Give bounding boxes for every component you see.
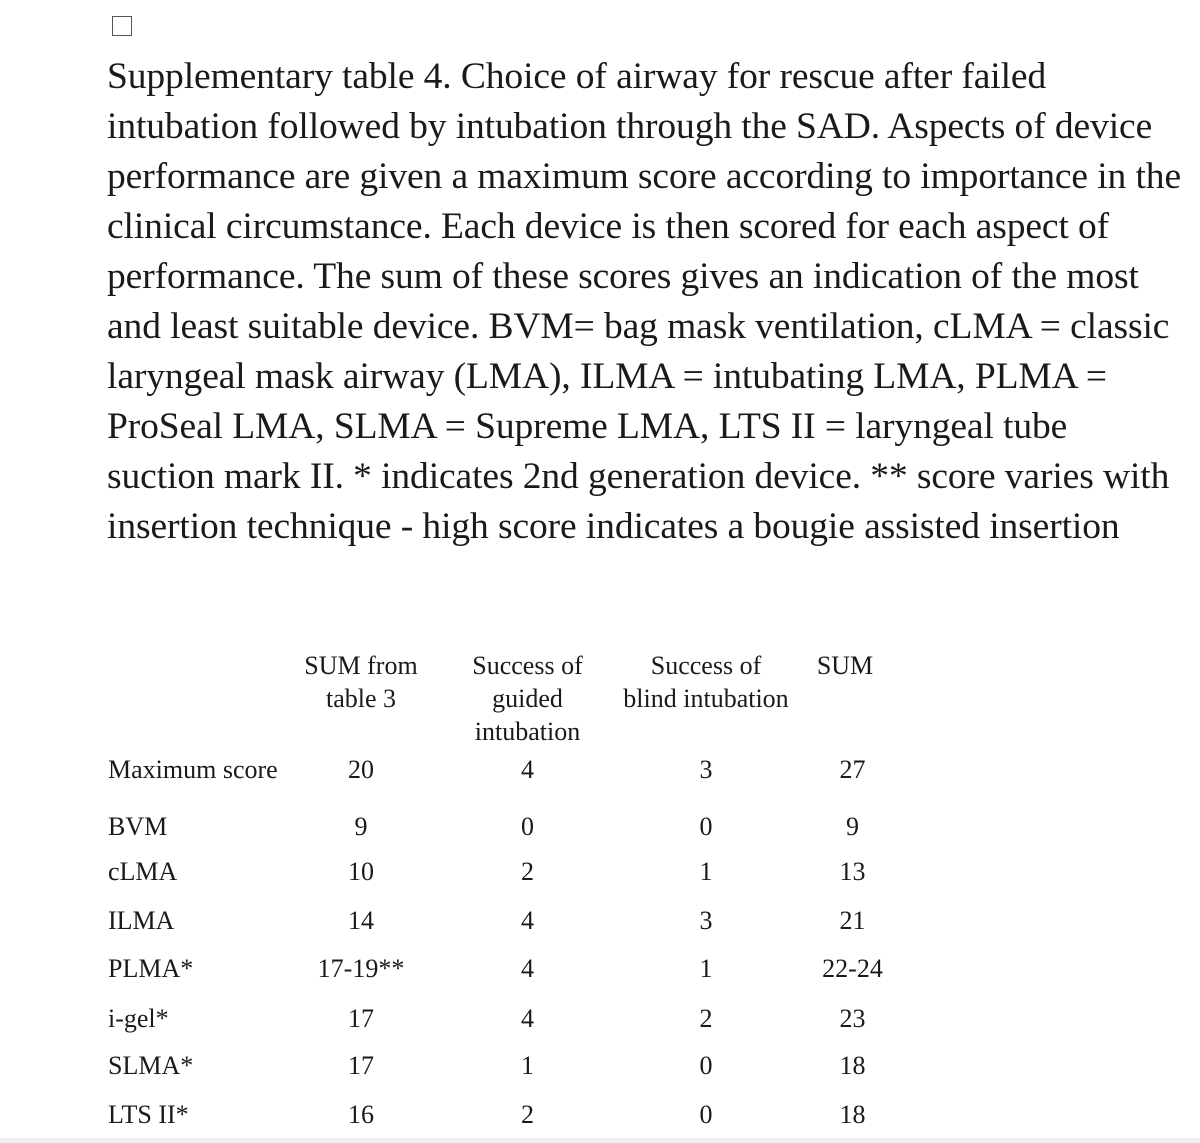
header-sum-from-table3: SUM from table 3 (304, 651, 418, 713)
cell-sum: 13 (839, 857, 866, 886)
cell-blind: 0 (699, 812, 713, 841)
checkbox-icon[interactable] (112, 16, 132, 36)
cell-blind: 1 (699, 954, 713, 983)
row-label: ILMA (108, 906, 175, 935)
cell-sum: 21 (839, 906, 866, 935)
cell-blind: 1 (699, 857, 713, 886)
cell-sum-table3: 9 (354, 812, 368, 841)
cell-blind: 3 (699, 755, 713, 784)
cell-sum-table3: 17-19** (317, 954, 405, 983)
header-guided-intubation: Success of guided intubation (472, 651, 583, 746)
table-row-bvm (0, 810, 1200, 844)
row-label: SLMA* (108, 1051, 194, 1080)
cell-sum-table3: 10 (348, 857, 374, 886)
row-label: BVM (108, 812, 168, 841)
page-bottom-edge (0, 1138, 1200, 1143)
cell-sum: 18 (839, 1051, 866, 1080)
cell-guided: 2 (521, 1100, 534, 1129)
table-row-igel (0, 1002, 1200, 1036)
row-label: cLMA (108, 857, 178, 886)
cell-sum-table3: 17 (348, 1004, 374, 1033)
cell-blind: 0 (699, 1100, 713, 1129)
row-label: Maximum score (108, 755, 278, 784)
cell-sum-table3: 20 (348, 755, 374, 784)
table-row-slma (0, 1049, 1200, 1083)
cell-guided: 4 (521, 1004, 534, 1033)
cell-sum: 9 (846, 812, 859, 841)
table-row-lts-ii (0, 1098, 1200, 1132)
row-label: PLMA* (108, 954, 194, 983)
table-row-maximum-score (0, 753, 1200, 787)
cell-guided: 4 (521, 954, 534, 983)
cell-sum-table3: 17 (348, 1051, 374, 1080)
cell-sum: 18 (839, 1100, 866, 1129)
cell-guided: 4 (521, 906, 534, 935)
header-blind-intubation: Success of blind intubation (623, 651, 789, 713)
cell-guided: 2 (521, 857, 534, 886)
cell-blind: 0 (699, 1051, 713, 1080)
row-label: i-gel* (108, 1004, 169, 1033)
cell-guided: 1 (521, 1051, 534, 1080)
header-sum: SUM (816, 651, 874, 680)
table-row-clma (0, 855, 1200, 889)
table-row-plma (0, 952, 1200, 986)
cell-guided: 4 (521, 755, 534, 784)
cell-blind: 3 (699, 906, 713, 935)
cell-sum: 23 (839, 1004, 866, 1033)
row-label: LTS II* (108, 1100, 189, 1129)
cell-sum: 27 (839, 755, 866, 784)
cell-sum-table3: 16 (348, 1100, 374, 1129)
cell-guided: 0 (521, 812, 534, 841)
cell-sum: 22-24 (822, 954, 883, 983)
cell-blind: 2 (699, 1004, 713, 1033)
cell-sum-table3: 14 (348, 906, 374, 935)
table-row-ilma (0, 904, 1200, 938)
table-caption: Supplementary table 4. Choice of airway for rescue after failed intubation followed by intubation through the SAD. Aspects of device performance are given a maximum score according to importance in the clinical circumstance. Each device is then scored for each aspect of performance. The sum of these scores gives an indication of the most and least suitable device. BVM= bag mask ventilation, cLMA = classic laryngeal mask airway (LMA), ILMA = intubating LMA, PLMA = ProSeal LMA, SLMA = Supreme LMA, LTS II = laryngeal tube suction mark II. * indicates 2nd generation device. ** score varies with insertion technique - high score indicates a bougie assisted insertion (107, 56, 1181, 547)
